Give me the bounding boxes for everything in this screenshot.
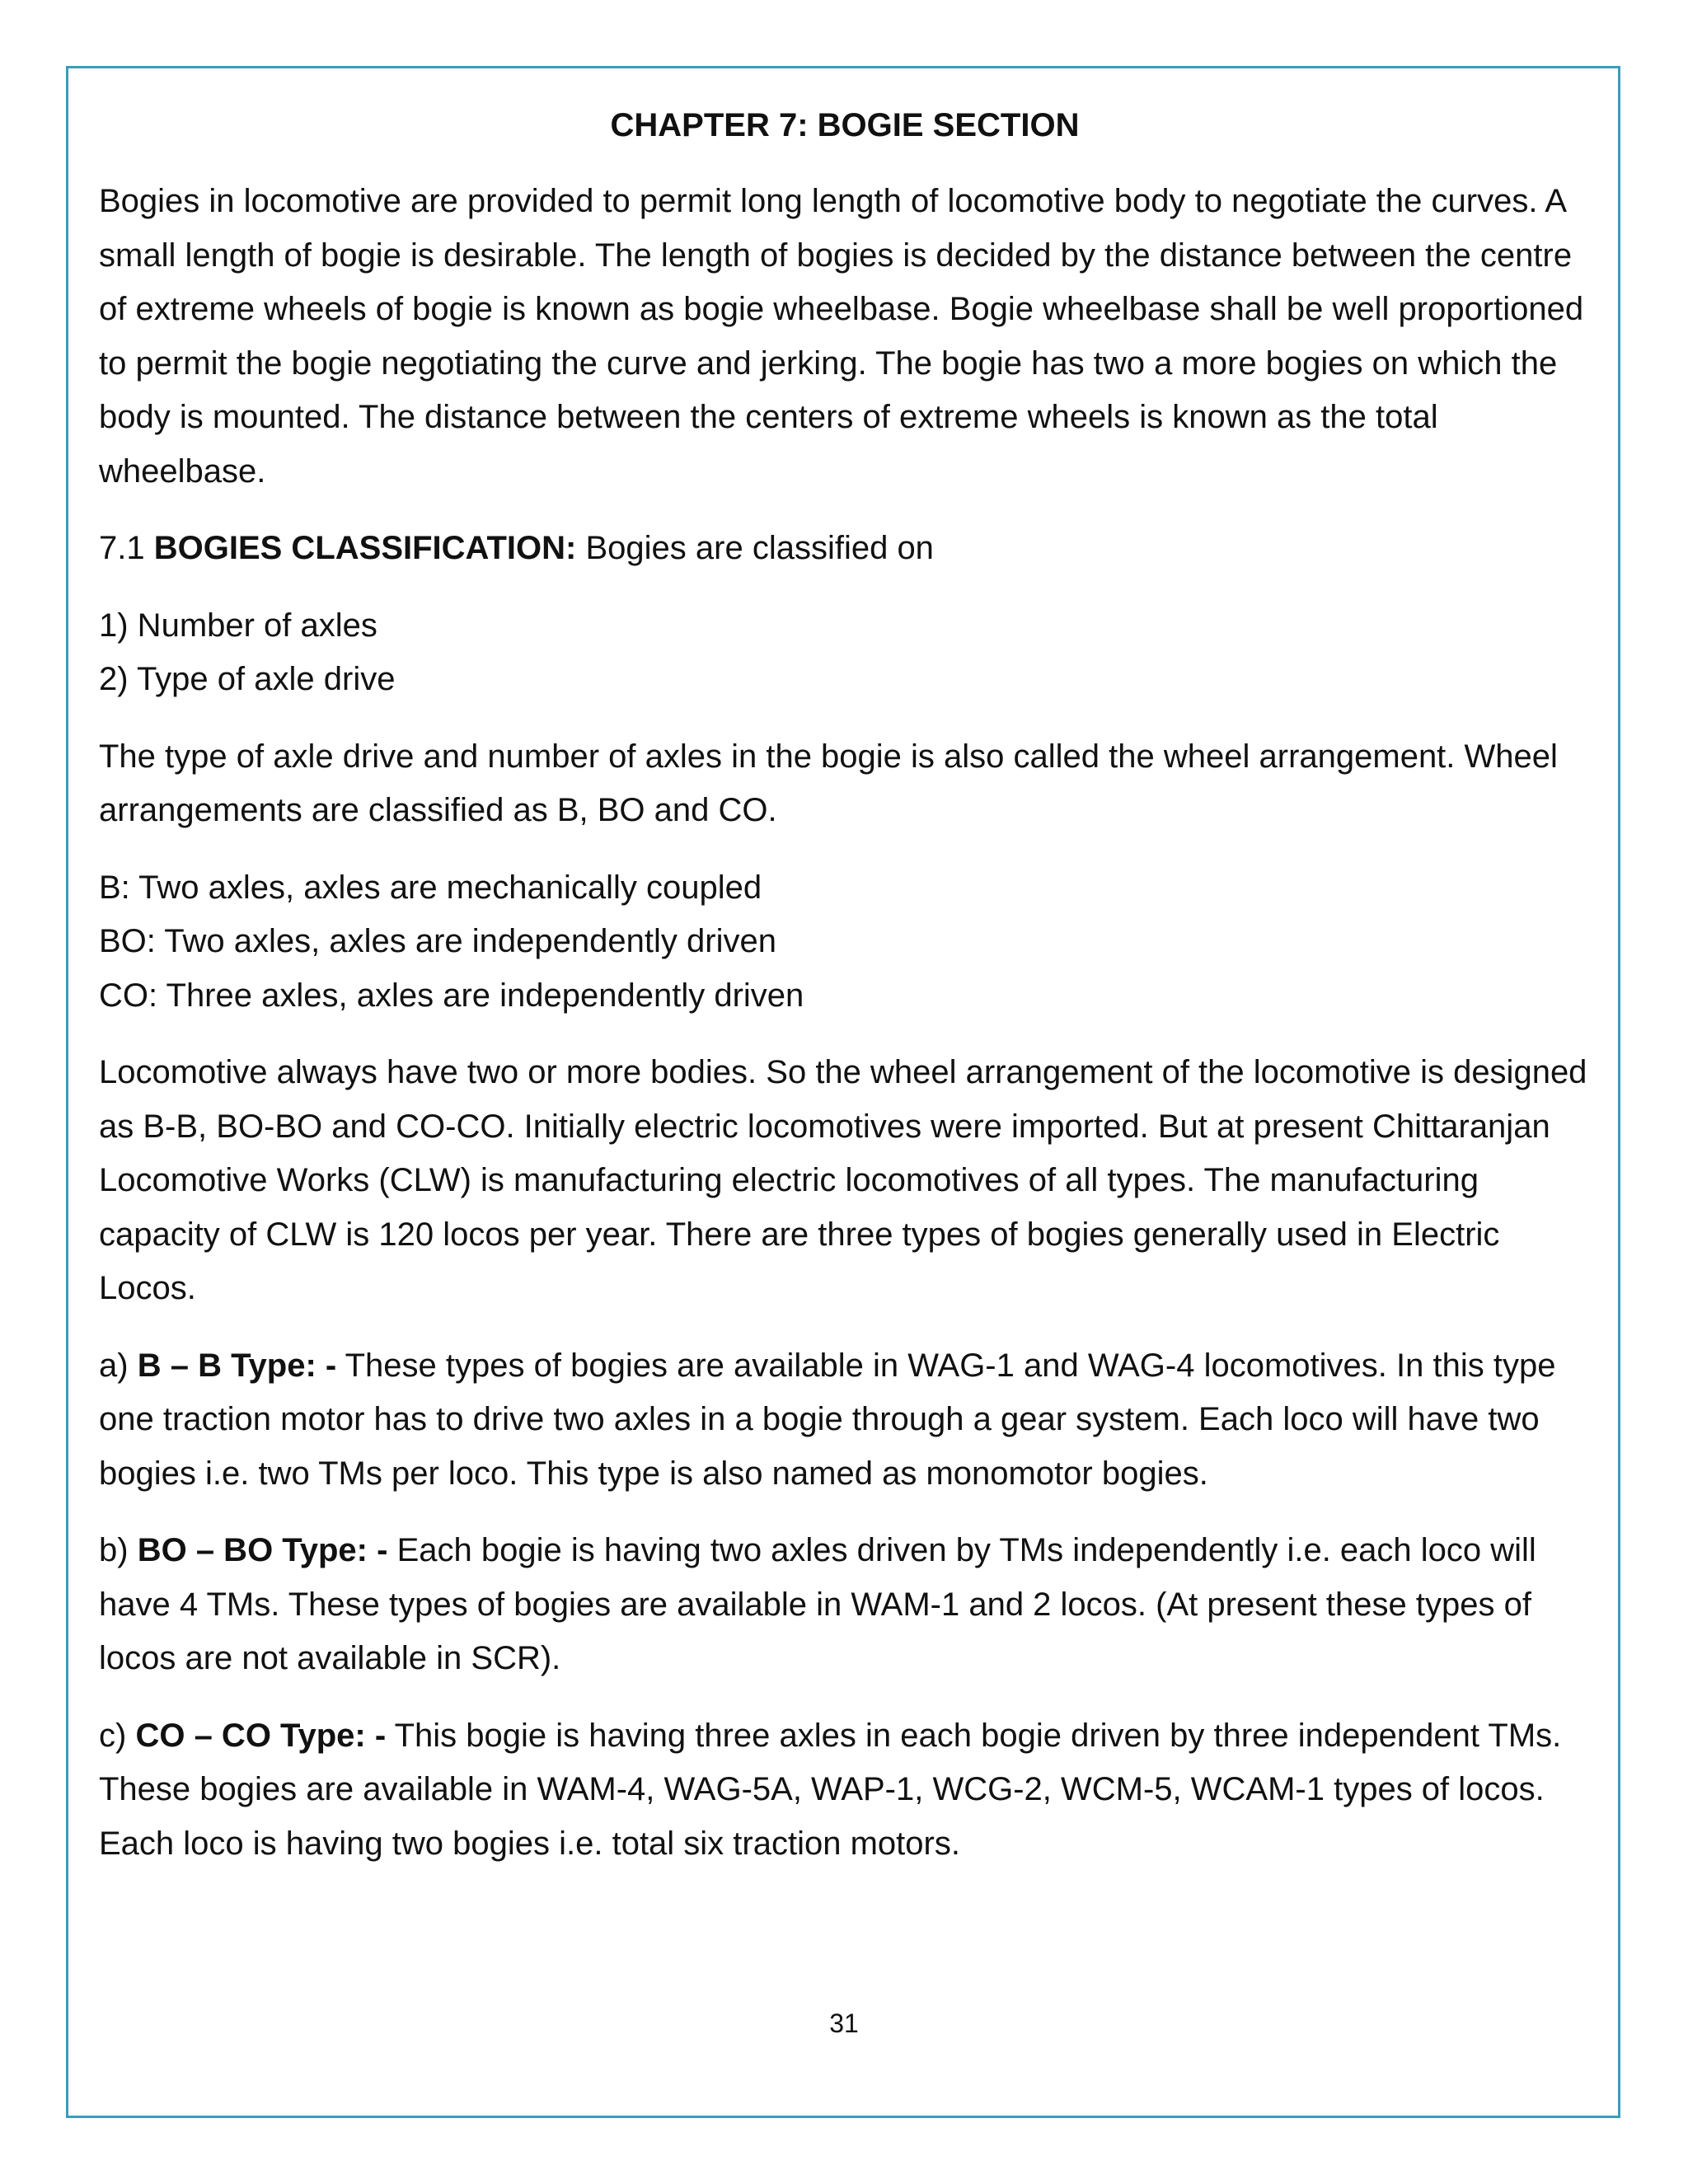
type-label: CO – CO Type: -	[135, 1717, 387, 1754]
type-text: These types of bogies are available in WAG-1 and WAG-4 locomotives. In this type one traction motor has to drive two axles in a bogie through a gear system. Each loco will have two bogies i.e. two TMs per loco. This type is also named as monomotor bogies.	[99, 1347, 1556, 1492]
classification-list	[99, 599, 1591, 707]
type-c-paragraph	[99, 1709, 1591, 1872]
chapter-title: CHAPTER 7: BOGIE SECTION	[610, 107, 1080, 143]
section-text: Bogies are classified on	[585, 530, 934, 566]
wheel-arrangement-paragraph: The type of axle drive and number of axles in the bogie is also called the wheel arrangement. Wheel arrangements are classified as B, BO and CO.	[99, 738, 1558, 828]
section-heading	[99, 522, 1591, 576]
page-number: 31	[829, 2008, 859, 2038]
type-text: This bogie is having three axles in each bogie driven by three independent TMs. These bogies are available in WAM-4, WAG-5A, WAP-1, WCG-2, WCM-5, WCAM-1 types of locos. Each loco is having two bogies i.e. total six traction motors.	[99, 1717, 1562, 1862]
list-item: B: Two axles, axles are mechanically coupled	[99, 869, 762, 906]
arrangement-list	[99, 861, 1591, 1024]
type-label: BO – BO Type: -	[137, 1532, 388, 1568]
type-label: B – B Type: -	[137, 1347, 337, 1384]
section-number: 7.1	[99, 530, 145, 566]
type-a-paragraph	[99, 1339, 1591, 1502]
list-item: 1) Number of axles	[99, 607, 377, 644]
list-item: CO: Three axles, axles are independently driven	[99, 977, 804, 1014]
section-label: BOGIES CLASSIFICATION:	[153, 530, 577, 566]
intro-paragraph: Bogies in locomotive are provided to permit long length of locomotive body to negotiate the curves. A small length of bogie is desirable. The length of bogies is decided by the distance between the centre of extreme wheels of bogie is known as bogie wheelbase. Bogie wheelbase shall be well proportioned to permit the bogie negotiating the curve and jerking. The bogie has two a more bogies on which the body is mounted. The distance between the centers of extreme wheels is known as the total wheelbase.	[99, 183, 1584, 490]
locomotive-paragraph: Locomotive always have two or more bodies. So the wheel arrangement of the locomotive is designed as B-B, BO-BO and CO-CO. Initially electric locomotives were imported. But at present Chittaranjan Locomotive Works (CLW) is manufacturing electric locomotives of all types. The manufacturing capacity of CLW is 120 locos per year. There are three types of bogies generally used in Electric Locos.	[99, 1054, 1587, 1306]
list-item: BO: Two axles, axles are independently driven	[99, 923, 776, 959]
type-prefix: a)	[99, 1347, 129, 1384]
list-item: 2) Type of axle drive	[99, 661, 396, 697]
type-b-paragraph	[99, 1524, 1591, 1686]
type-prefix: b)	[99, 1532, 129, 1568]
type-text: Each bogie is having two axles driven by TMs independently i.e. each loco will have 4 TMs. These types of bogies are available in WAM-1 and 2 locos. (At present these types of locos are not available in SCR).	[99, 1532, 1536, 1676]
type-prefix: c)	[99, 1717, 127, 1754]
document-body	[99, 99, 1591, 1894]
